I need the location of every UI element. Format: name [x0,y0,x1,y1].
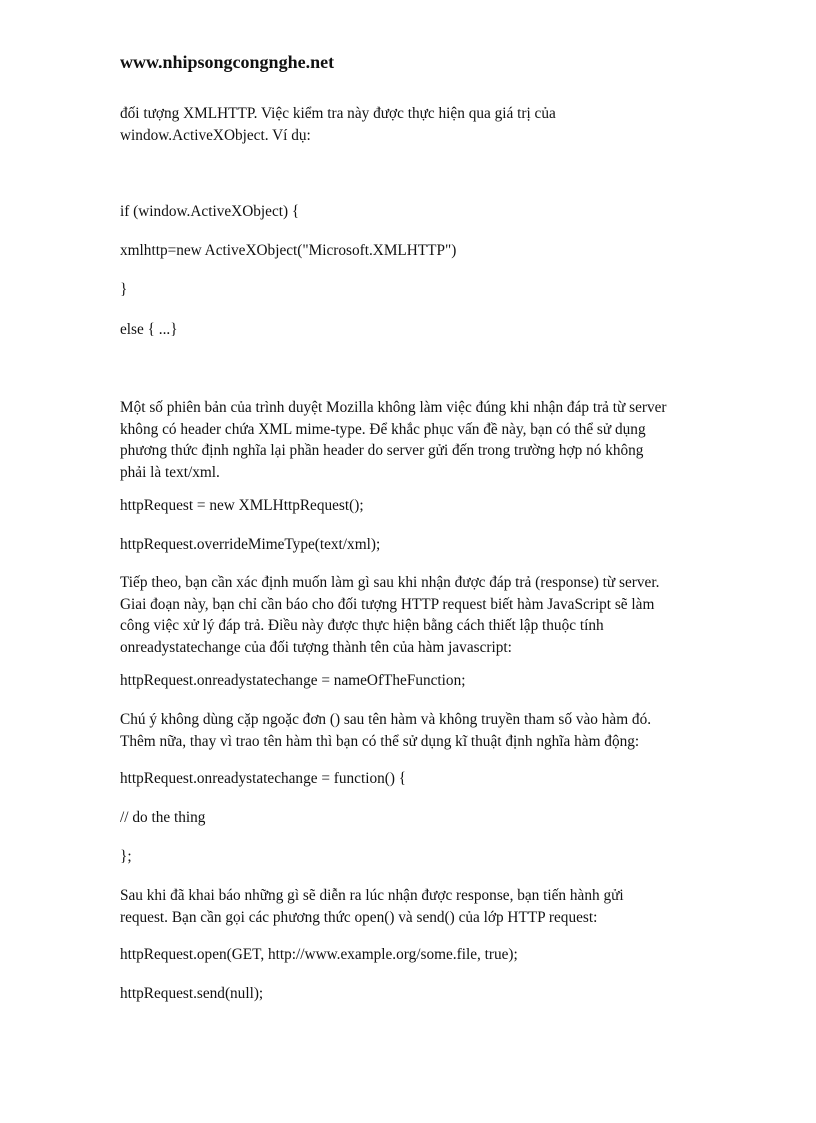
text-line: Tiếp theo, bạn cần xác định muốn làm gì sau khi nhận được đáp trả (response) từ server. [120,574,660,591]
text-line: không có header chứa XML mime-type. Để khắc phục vấn đề này, bạn có thể sử dụng [120,420,646,438]
text-line: phương thức định nghĩa lại phần header do server gửi đến trong trường hợp nó không [120,442,644,459]
text-line: Thêm nữa, thay vì trao tên hàm thì bạn có thể sử dụng kĩ thuật định nghĩa hàm động: [120,732,640,750]
text-line: Một số phiên bản của trình duyệt Mozilla không làm việc đúng khi nhận đáp trả từ server [120,399,667,416]
text-line: window.ActiveXObject. Ví dụ: [120,126,311,144]
code-line: if (window.ActiveXObject) { [120,203,300,220]
site-header: www.nhipsongcongnghe.net [120,52,335,72]
next-step-paragraph [120,572,720,658]
code-line: else { ...} [120,321,178,338]
mozilla-paragraph [120,397,720,483]
code-line: httpRequest.open(GET, http://www.example.org/some.file, true); [120,946,518,963]
text-line: đối tượng XMLHTTP. Việc kiểm tra này được thực hiện qua giá trị của [120,105,556,122]
code-line: httpRequest.onreadystatechange = function() { [120,770,407,787]
text-line: onreadystatechange của đối tượng thành tên của hàm javascript: [120,638,512,656]
code-line: httpRequest.onreadystatechange = nameOfTheFunction; [120,672,466,689]
send-paragraph [120,885,720,928]
text-line: công việc xử lý đáp trả. Điều này được thực hiện bằng cách thiết lập thuộc tính [120,617,604,634]
text-line: phải là text/xml. [120,463,220,481]
code-line: httpRequest.overrideMimeType(text/xml); [120,536,381,553]
note-paragraph [120,709,720,752]
text-line: Sau khi đã khai báo những gì sẽ diễn ra lúc nhận được response, bạn tiến hành gửi [120,887,624,904]
intro-paragraph [120,103,720,146]
code-line: // do the thing [120,809,206,826]
text-line: Chú ý không dùng cặp ngoặc đơn () sau tên hàm và không truyền tham số vào hàm đó. [120,711,652,728]
code-line: httpRequest = new XMLHttpRequest(); [120,497,364,514]
text-line: request. Bạn cần gọi các phương thức open() và send() của lớp HTTP request: [120,908,598,926]
code-line: } [120,281,128,298]
code-line: }; [120,848,132,865]
code-line: xmlhttp=new ActiveXObject("Microsoft.XMLHTTP") [120,242,457,259]
code-line: httpRequest.send(null); [120,985,264,1002]
text-line: Giai đoạn này, bạn chỉ cần báo cho đối tượng HTTP request biết hàm JavaScript sẽ làm [120,595,655,613]
